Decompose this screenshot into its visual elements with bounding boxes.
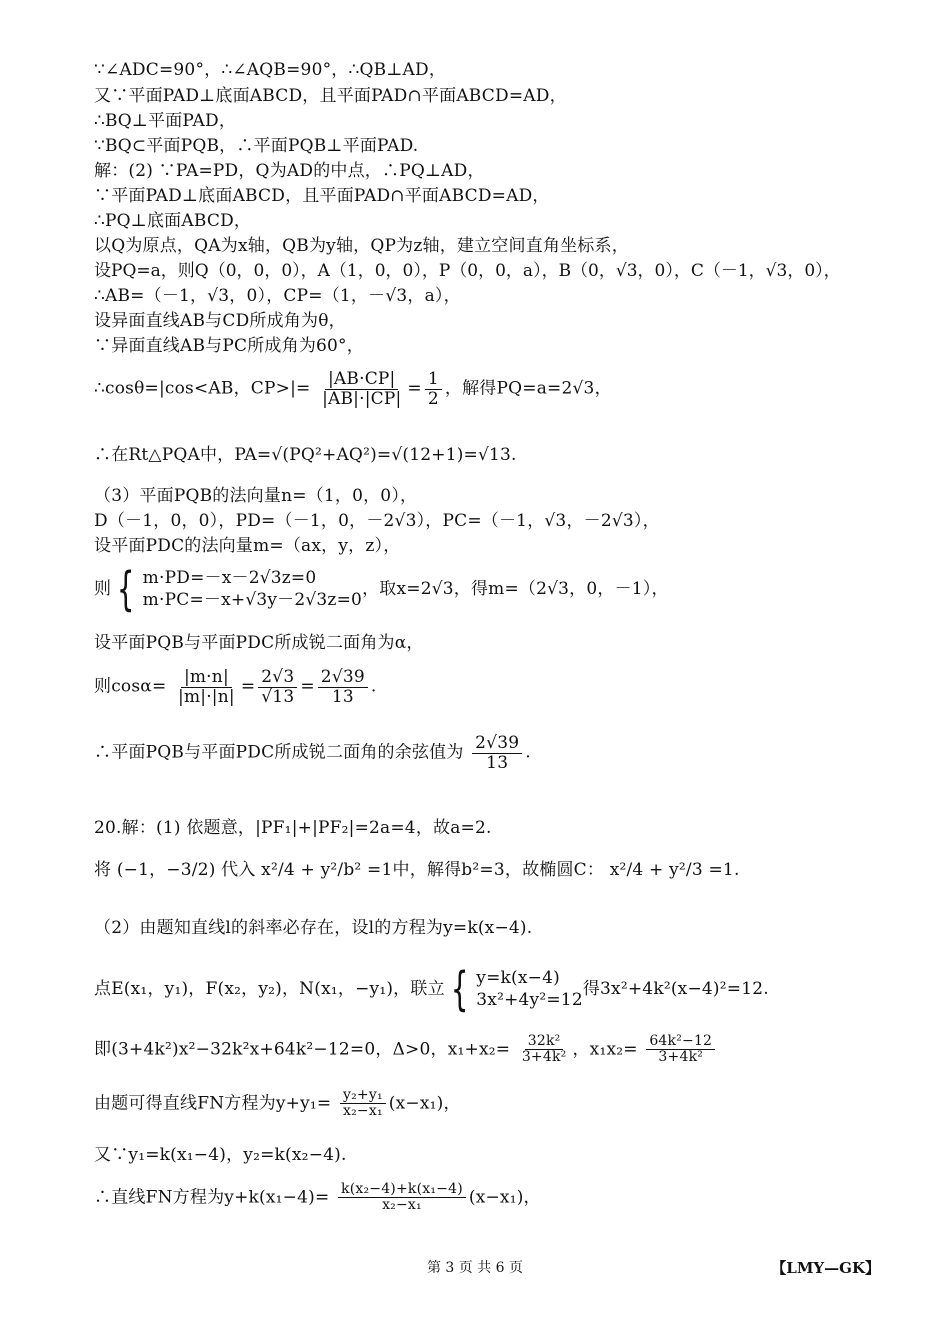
text-segment: ，x₁x₂= [572,1039,638,1060]
system-row: m·PD=－x－2√3z=0 [142,568,317,588]
text-segment: . [525,742,531,763]
numerator: 2√39 [318,668,368,688]
text-line: 以Q为原点，QA为x轴，QB为y轴，QP为z轴，建立空间直角坐标系， [94,236,629,256]
text-line: 20.解：(1) 依题意，|PF₁|+|PF₂|=2a=4，故a=2. [94,818,492,838]
text-line: ∵异面直线AB与PC所成角为60°， [94,336,364,356]
numerator: y₂+y₁ [340,1088,386,1104]
text-segment: ∴cosθ=|cos<AB，CP>|= [94,378,311,399]
fraction [318,668,368,706]
text-segment: ，取x=2√3，得m=（2√3，0，－1）， [362,579,669,599]
brace-icon: { [450,962,469,1016]
fraction [472,734,522,772]
text-line: D（－1，0，0），PD=（－1，0，－2√3），PC=（－1，√3，－2√3）， [94,511,660,531]
formula-line [94,1088,461,1120]
text-line: ∵平面PAD⊥底面ABCD，且平面PAD∩平面ABCD=AD， [94,186,550,206]
fraction [319,370,404,408]
text-segment: =1. [708,860,740,880]
numerator: |m·n| [181,668,232,688]
document-tag: 【LMY—GK】 [771,1259,880,1277]
fraction [425,370,442,408]
system-row: m·PC=－x+√3y－2√3z=0 [142,590,363,610]
formula-line [94,1182,541,1214]
text-segment: 则 [94,579,112,599]
numerator: 1 [425,370,442,390]
fraction [519,1034,570,1066]
equation-system-line [94,562,669,616]
denominator: 2 [427,388,439,409]
text-segment: 得3x²+4k²(x−4)²=12. [582,979,769,999]
text-line: 又∵平面PAD⊥底面ABCD，且平面PAD∩平面ABCD=AD， [94,86,567,106]
numerator: 2√39 [472,734,522,754]
equation-system [94,562,669,616]
text-line: 设异面直线AB与CD所成角为θ， [94,311,346,331]
text-segment: x²/4 [609,860,644,880]
text-segment: (−1，−3/2) [116,860,216,880]
text-line: 又∵y₁=k(x₁−4)，y₂=k(x₂−4). [94,1145,347,1165]
denominator: 13 [331,686,354,707]
text-line: ∵BQ⊂平面PQB，∴平面PQB⊥平面PAD. [94,136,419,156]
text-line: 设平面PDC的法向量m=（ax，y，z）， [94,536,401,556]
text-line: 设平面PQB与平面PDC所成锐二面角为α， [94,633,424,653]
text-segment: + [300,860,315,880]
text-segment: 由题可得直线FN方程为y+y₁= [94,1093,332,1114]
fraction [340,1088,386,1120]
formula-line [94,734,531,772]
fraction [646,1034,715,1066]
page-number: 第 3 页 共 6 页 [426,1260,524,1276]
text-segment: . [370,676,377,697]
text-line: （3）平面PQB的法向量n=（1，0，0）， [94,486,418,506]
text-segment: ∴直线FN方程为y+k(x₁−4)= [94,1187,330,1208]
text-segment: ，解得PQ=a=2√3， [444,378,612,399]
text-line: 解：(2) ∵PA=PD，Q为AD的中点，∴PQ⊥AD， [94,161,485,181]
denominator: x₂−x₁ [382,1197,422,1214]
brace-icon: { [117,562,135,616]
text-segment: y²/3 [669,860,703,880]
equation-system-line [94,962,769,1016]
numerator: 32k² [525,1034,564,1050]
text-line: ∴BQ⊥平面PAD， [94,111,237,131]
formula-line: ∴cosθ=|cos<AB，CP>|= $\frac{|AB\cdot CP|}{|AB|\cdot|CP|}$ = $\frac{1}{2}$ ，解得PQ=a=2√3， [94,369,612,409]
numerator: |AB·CP| [325,370,398,390]
text-segment: 则cosα= [94,676,167,697]
text-segment: 即(3+4k²)x²−32k²x+64k²−12=0，Δ>0，x₁+x₂= [94,1039,511,1060]
system-row: 3x²+4y²=12 [476,990,583,1010]
system-rows [143,567,362,611]
fraction [175,668,238,706]
denominator: 3+4k² [658,1049,704,1066]
system-row: y=k(x−4) [476,968,560,988]
text-segment: =1中，解得b²=3，故椭圆C： [367,860,605,880]
formula-line [94,856,740,884]
text-segment: 点E(x₁，y₁)，F(x₂，y₂)，N(x₁，−y₁)，联立 [94,979,445,999]
numerator: k(x₂−4)+k(x₁−4) [338,1182,466,1198]
text-segment: ∴平面PQB与平面PDC所成锐二面角的余弦值为 [94,742,464,763]
text-segment: 代入 [221,860,256,880]
fraction [338,1182,466,1214]
numerator: 64k²−12 [646,1034,715,1050]
text-segment: (x−x₁)， [388,1093,461,1114]
text-line: （2）由题知直线l的斜率必存在，设l的方程为y=k(x−4). [94,918,533,938]
denominator: |m|·|n| [178,686,235,707]
equation-system [94,962,769,1016]
text-line: ∵∠ADC=90°，∴∠AQB=90°，∴QB⊥AD， [94,60,447,80]
fraction [258,668,297,706]
text-line: ∴PQ⊥底面ABCD， [94,211,252,231]
formula-line [94,1034,718,1066]
denominator: 3+4k² [521,1049,567,1066]
text-segment: + [649,860,664,880]
text-segment: x²/4 [261,860,295,880]
denominator: √13 [261,686,295,707]
text-line: ∴在Rt△PQA中，PA=√(PQ²+AQ²)=√(12+1)=√13. [94,445,517,465]
system-rows [476,967,583,1011]
denominator: |AB|·|CP| [322,388,402,409]
text-line: ∴AB=（－1，√3，0），CP=（1，－√3，a）， [94,286,461,306]
text-segment: y²/b² [320,860,362,880]
text-line: 设PQ=a，则Q（0，0，0），A（1，0，0），P（0，0，a），B（0，√3，0），C（－1，√3，0）， [94,261,841,281]
denominator: x₂−x₁ [343,1103,383,1120]
numerator: 2√3 [258,668,297,688]
formula-line: 则cosα= $\frac{|m\cdot n|}{|m|\cdot|n|}$ = $\frac{2√3}{√13}$ = $\frac{2√39}{13}$ . [94,667,377,707]
denominator: 13 [486,752,509,773]
text-segment: (x−x₁)， [468,1187,541,1208]
text-segment: 将 [94,860,112,880]
